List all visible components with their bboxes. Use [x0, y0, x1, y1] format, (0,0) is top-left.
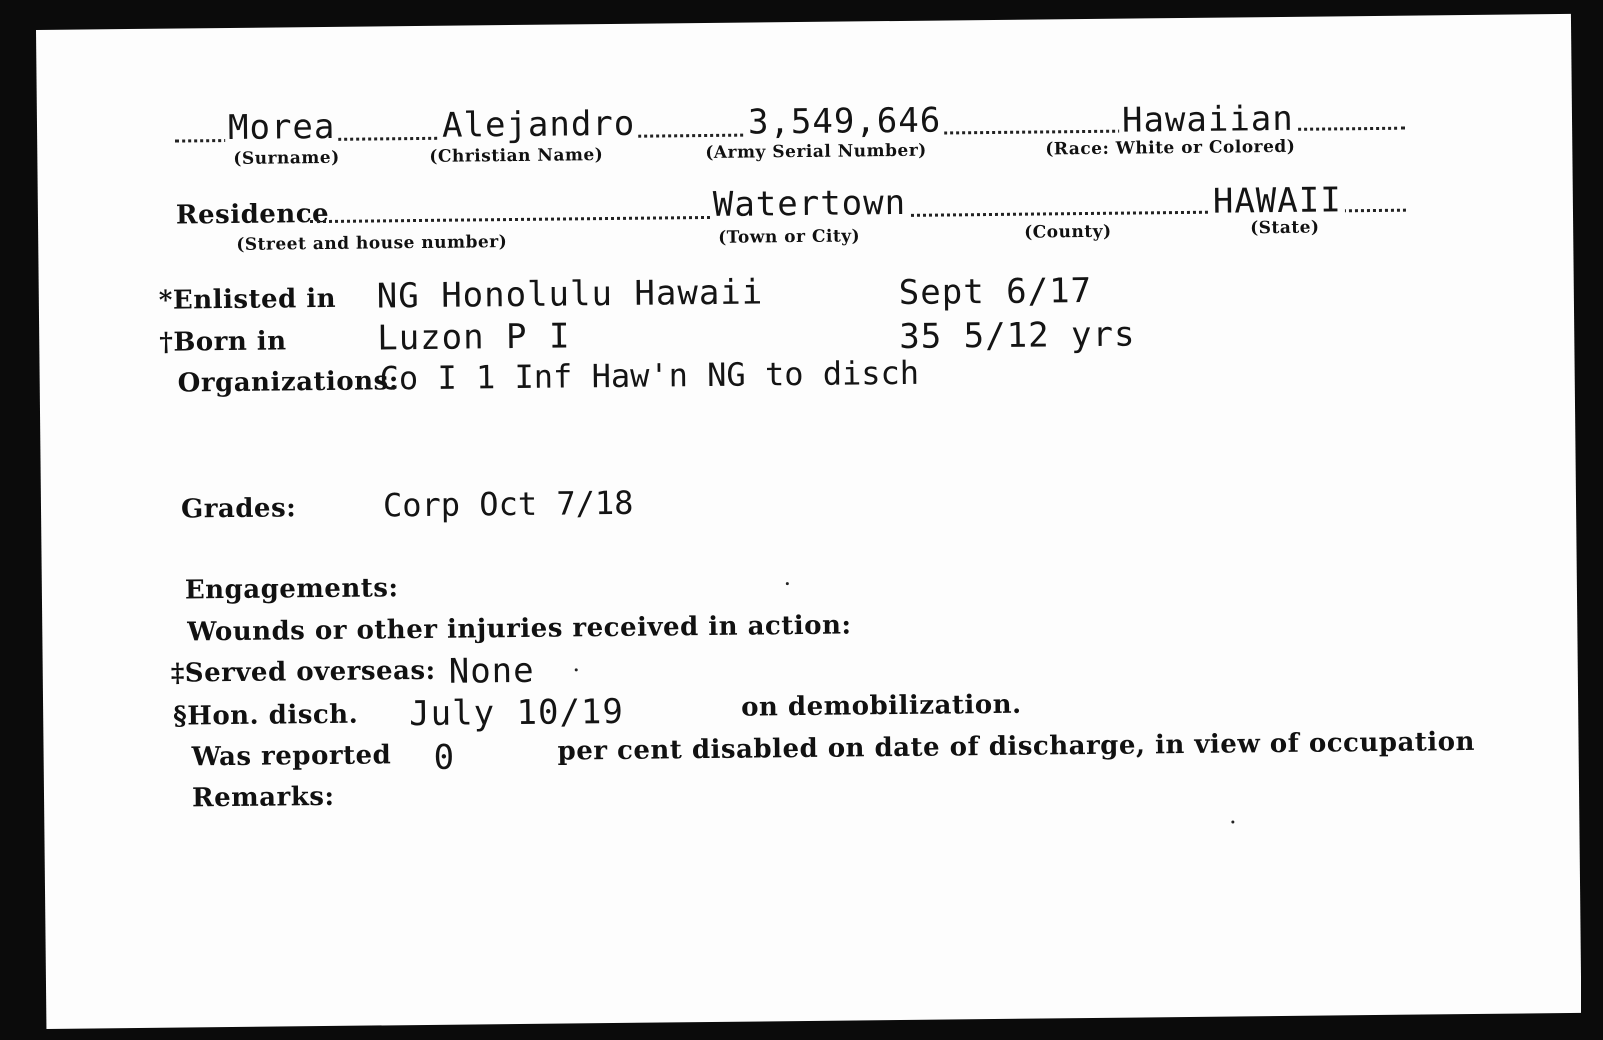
demobilization-text: on demobilization. — [740, 689, 1022, 723]
honorable-discharge-label: §Hon. disch. — [173, 699, 359, 732]
christian-name-caption: (Christian Name) — [429, 145, 604, 167]
service-record-card — [36, 14, 1581, 1029]
serial-number-caption: (Army Serial Number) — [705, 140, 927, 163]
race-caption: (Race: White or Colored) — [1045, 136, 1296, 160]
race-value: Hawaiian — [1119, 99, 1297, 141]
christian-name-value: Alejandro — [439, 104, 639, 146]
scan-border-right — [1581, 0, 1603, 1040]
enlisted-label: *Enlisted in — [158, 283, 337, 316]
scan-speck — [575, 668, 578, 671]
reported-label: Was reported — [191, 740, 392, 773]
scan-speck — [1231, 820, 1234, 823]
surname-caption: (Surname) — [233, 147, 340, 169]
town-caption: (Town or City) — [718, 226, 861, 248]
grades-label: Grades: — [180, 493, 297, 525]
street-caption: (Street and house number) — [236, 232, 508, 255]
residence-label: Residence — [175, 198, 330, 231]
enlisted-date-value: Sept 6/17 — [898, 270, 1093, 313]
organizations-label: Organizations: — [177, 366, 399, 399]
state-value: HAWAII — [1210, 180, 1345, 221]
born-place-value: Luzon P I — [377, 316, 571, 359]
served-overseas-label: ‡Served overseas: — [170, 655, 436, 689]
surname-value: Morea — [225, 107, 339, 148]
grades-value: Corp Oct 7/18 — [382, 483, 634, 525]
county-caption: (County) — [1024, 221, 1112, 243]
engagements-label: Engagements: — [184, 573, 399, 606]
disability-description: per cent disabled on date of discharge, in view of occupation — [557, 726, 1476, 767]
enlisted-place-value: NG Honolulu Hawaii — [376, 272, 764, 317]
wounds-label: Wounds or other injuries received in action: — [187, 610, 852, 648]
disability-percent-value: 0 — [433, 737, 456, 778]
born-label: †Born in — [159, 326, 287, 358]
served-overseas-value: None — [448, 650, 535, 692]
organizations-value: Co I 1 Inf Haw'n NG to disch — [379, 353, 920, 398]
scan-speck — [786, 582, 789, 585]
serial-number-value: 3,549,646 — [745, 100, 945, 142]
town-value: Watertown — [710, 183, 910, 225]
born-age-value: 35 5/12 yrs — [899, 314, 1136, 357]
remarks-label: Remarks: — [191, 781, 335, 814]
discharge-date-value: July 10/19 — [408, 691, 625, 735]
state-caption: (State) — [1250, 217, 1320, 239]
